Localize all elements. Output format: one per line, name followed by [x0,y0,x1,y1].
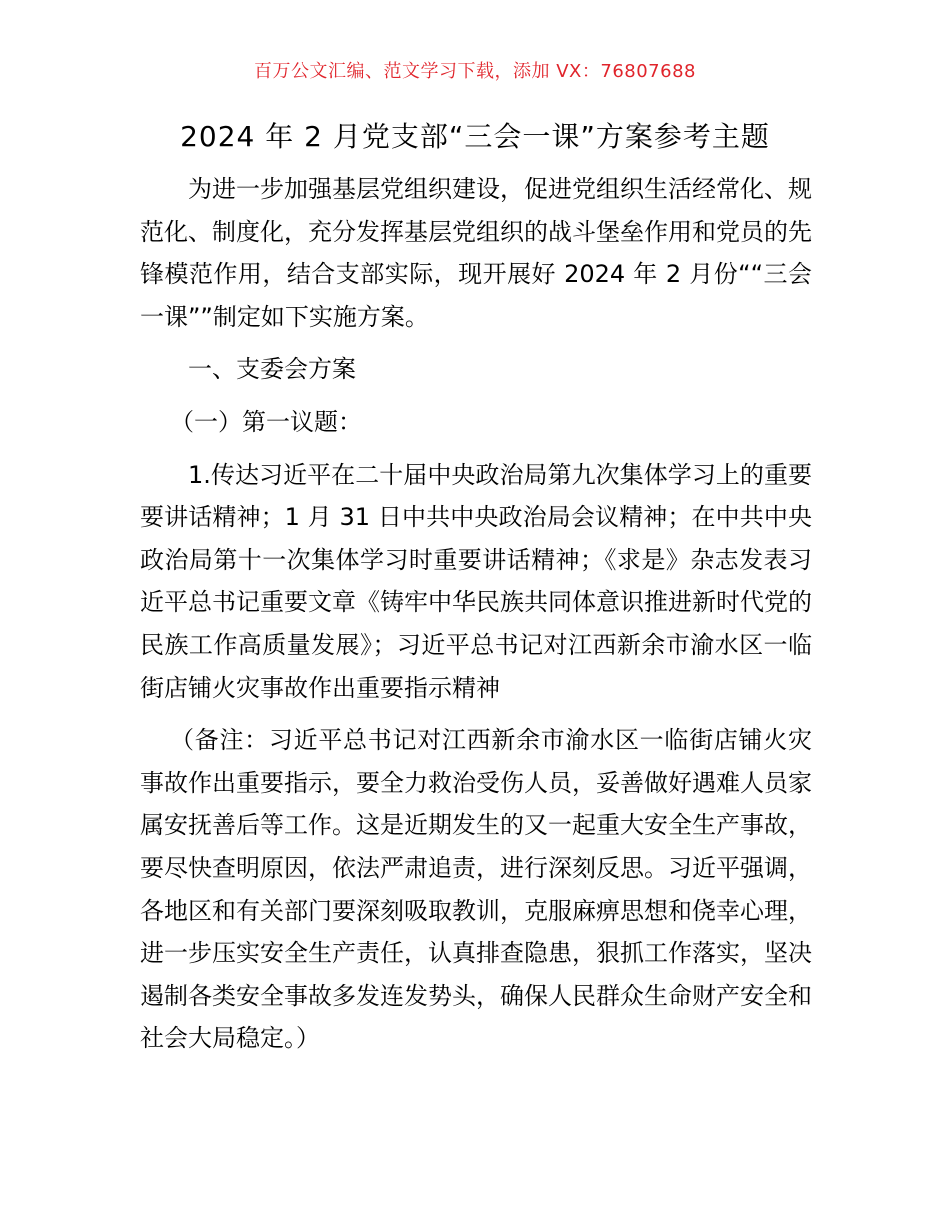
document-body [140,168,812,1060]
note-paragraph: （备注：习近平总书记对江西新余市渝水区一临街店铺火灾事故作出重要指示，要全力救治受伤人员，妥善做好遇难人员家属安抚善后等工作。这是近期发生的又一起重大安全生产事故，要尽快查明原因，依法严肃追责，进行深刻反思。习近平强调，各地区和有关部门要深刻吸取教训，克服麻痹思想和侥幸心理，进一步压实安全生产责任，认真排查隐患，狠抓工作落实，坚决遏制各类安全事故多发连发势头，确保人民群众生命财产安全和社会大局稳定。） [140,726,812,1053]
header-watermark-note: 百万公文汇编、范文学习下载，添加 VX：76807688 [254,61,696,82]
document-title: 2024 年 2 月党支部“三会一课”方案参考主题 [180,120,770,153]
intro-paragraph: 为进一步加强基层党组织建设，促进党组织生活经常化、规范化、制度化，充分发挥基层党组织的战斗堡垒作用和党员的先锋模范作用，结合支部实际，现开展好 2024 年 2 月份““三会一课””制定如下实施方案。 [140,175,812,331]
subsection-heading: （一）第一议题： [170,407,362,436]
item-paragraph: 1.传达习近平在二十届中央政治局第九次集体学习上的重要要讲话精神；1 月 31 日中共中央政治局会议精神；在中共中央政治局第十一次集体学习时重要讲话精神；《求是》杂志发表习近平总书记重要文章《铸牢中华民族共同体意识推进新时代党的民族工作高质量发展》；习近平总书记对江西新余市渝水区一临街店铺火灾事故作出重要指示精神 [140,460,812,702]
section-heading: 一、支委会方案 [188,355,356,384]
